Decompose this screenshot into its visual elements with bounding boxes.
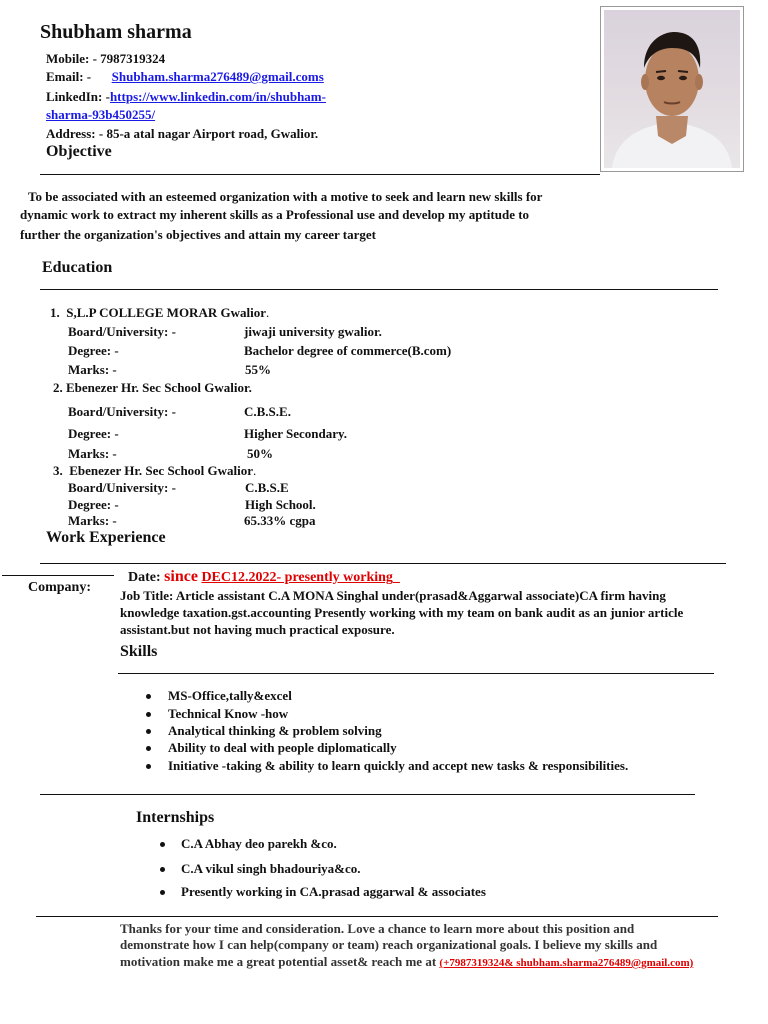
divider-work [40,563,726,564]
divider-skills [118,673,714,674]
edu-3-board: C.B.S.E [245,480,289,495]
edu-1-school-suffix: . [265,305,270,320]
work-company-label: Company: [28,580,92,595]
bullet-icon [146,712,151,717]
education-heading: Education [42,259,113,276]
edu-3-board-label: Board/University: - [68,480,176,495]
edu-1-marks: 55% [245,362,271,377]
work-heading: Work Experience [46,529,166,546]
profile-photo [600,6,744,172]
job-line-2: knowledge taxation.gst.accounting Presently working with my team on bank audit as an junior article [120,605,684,620]
edu-1-num: 1. [50,305,60,320]
job-line-1: Job Title: Article assistant C.A MONA Singhal under(prasad&Aggarwal associate)CA firm having [120,588,666,603]
bullet-icon [160,890,165,895]
bullet-icon [160,842,165,847]
edu-2-degree: Higher Secondary. [244,426,348,441]
edu-2-marks-label: Marks: - [68,446,117,461]
closing-line-2: demonstrate how I can help(company or team) reach organizational goals. I believe my skills and [120,937,658,952]
skills-heading: Skills [120,643,158,660]
linkedin-link[interactable]: https://www.linkedin.com/in/shubham- [109,89,326,104]
divider-closing [36,916,718,917]
closing-line-3 [120,954,693,970]
edu-2-board: C.B.S.E. [244,404,291,419]
bullet-icon [160,867,165,872]
edu-1-board-label: Board/University: - [68,324,176,339]
objective-line-3: further the organization's objectives and attain my career target [20,227,376,242]
edu-2-school: Ebenezer Hr. Sec School Gwalior. [66,380,252,395]
bullet-icon [146,746,151,751]
edu-1-school: S,L.P COLLEGE MORAR Gwalior [66,305,266,320]
edu-2-title [53,380,252,396]
internship-item-1: C.A Abhay deo parekh &co. [181,836,337,851]
bullet-icon [146,729,151,734]
objective-heading: Objective [46,143,112,160]
skill-item-5: Initiative -taking & ability to learn quickly and accept new tasks & responsibilities. [168,758,629,773]
edu-1-degree: Bachelor degree of commerce(B.com) [244,343,452,358]
edu-3-num: 3. [53,463,63,478]
address-value: 85-a atal nagar Airport road, Gwalior. [106,126,319,141]
divider-education [40,289,718,290]
edu-3-marks-label: Marks: - [68,513,117,528]
skill-item-1: MS-Office,tally&excel [168,688,292,703]
portrait-drawing [604,10,740,168]
skill-item-3: Analytical thinking & problem solving [168,723,382,738]
work-date-since: since [164,568,198,585]
closing-line-1: Thanks for your time and consideration. Love a chance to learn more about this position and [120,921,635,936]
objective-line-1: To be associated with an esteemed organization with a motive to seek and learn new skills for [28,189,543,204]
edu-3-marks: 65.33% cgpa [244,513,316,528]
closing-contact: (+7987319324& shubham.sharma276489@gmail.com) [439,957,694,969]
address-label: Address: - [46,126,104,141]
linkedin-line [46,89,326,105]
edu-1-board: jiwaji university gwalior. [244,324,382,339]
edu-3-degree-label: Degree: - [68,497,119,512]
objective-line-2: dynamic work to extract my inherent skills as a Professional use and develop my aptitude to [20,207,530,222]
candidate-name: Shubham sharma [40,21,192,43]
job-line-3: assistant.but not having much practical exposure. [120,622,395,637]
divider-internships [40,794,695,795]
linkedin-label: LinkedIn: - [46,89,110,104]
bullet-icon [146,764,151,769]
edu-3-school: Ebenezer Hr. Sec School Gwalior [69,463,254,478]
mobile-line [46,51,165,67]
mobile-label: Mobile: - [46,51,97,66]
internship-item-2: C.A vikul singh bhadouriya&co. [181,861,361,876]
closing-line-3-text: motivation make me a great potential asset& reach me at [120,954,437,969]
mobile-value: 7987319324 [100,51,166,66]
edu-1-degree-label: Degree: - [68,343,119,358]
address-line [46,126,318,142]
edu-3-school-suffix: . [253,463,257,478]
work-date-line [128,568,400,586]
email-line [46,69,324,85]
skill-item-2: Technical Know -how [168,706,289,721]
email-label: Email: - [46,69,92,84]
edu-2-degree-label: Degree: - [68,426,119,441]
internship-item-3: Presently working in CA.prasad aggarwal & associates [181,884,486,899]
edu-1-marks-label: Marks: - [68,362,117,377]
divider-company [2,575,114,576]
edu-2-num: 2. [53,380,63,395]
edu-3-degree: High School. [245,497,316,512]
skill-item-4: Ability to deal with people diplomatically [168,740,397,755]
work-date-value: DEC12.2022- presently working [201,570,393,585]
work-date-label: Date: [128,570,161,585]
edu-2-marks: 50% [247,446,273,461]
edu-1-title [50,305,269,321]
edu-3-title [53,463,256,479]
portrait-image [604,10,740,168]
linkedin-link-cont[interactable]: sharma-93b450255/ [46,107,156,122]
divider-objective [40,174,600,175]
email-link[interactable]: Shubham.sharma276489@gmail.coms [111,69,324,84]
internships-heading: Internships [136,809,215,826]
bullet-icon [146,694,151,699]
edu-2-board-label: Board/University: - [68,404,176,419]
